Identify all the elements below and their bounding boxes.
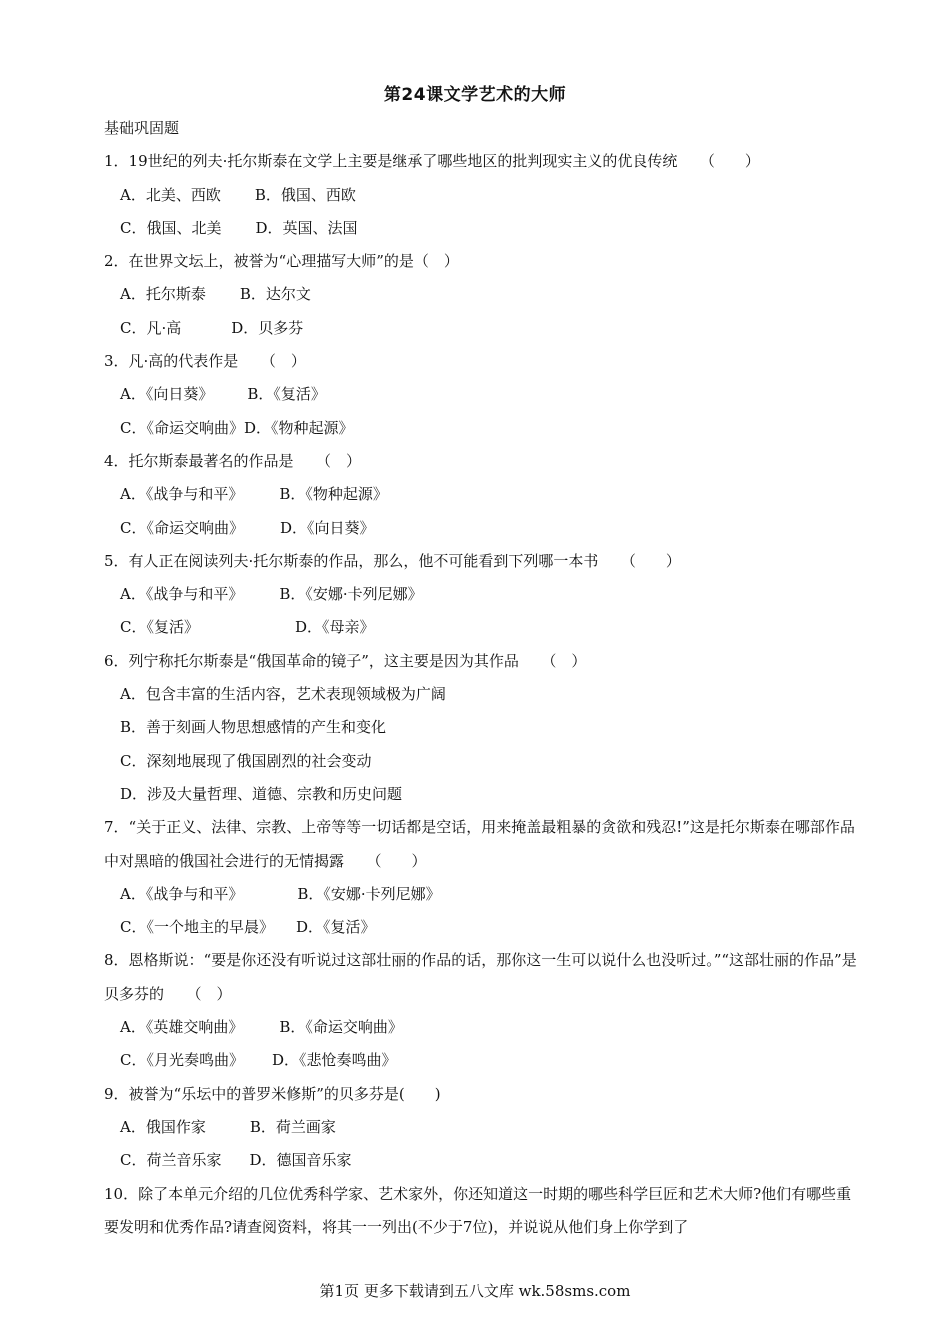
question-stem: 4．托尔斯泰最著名的作品是 （ ）: [104, 451, 362, 470]
option: A．托尔斯泰: [120, 285, 206, 304]
question-stem: 1．19世纪的列夫·托尔斯泰在文学上主要是继承了哪些地区的批判现实主义的优良传统 （ ）: [104, 152, 760, 171]
option: D．《向日葵》: [279, 518, 375, 537]
option: C．《复活》: [120, 618, 199, 637]
option: A．包含丰富的生活内容，艺术表现领域极为广阔: [120, 685, 446, 704]
option: A．《战争与和平》: [120, 585, 244, 604]
question-stem: 8．恩格斯说：“要是你还没有听说过这部壮丽的作品的话，那你这一生可以说什么也没听过。”“这部壮丽的作品”是贝多芬的 （ ）: [104, 951, 857, 1003]
option: C．俄国、北美: [120, 218, 222, 237]
option-row: [104, 278, 864, 311]
option: B．荷兰画家: [249, 1117, 336, 1136]
option-row: [104, 878, 864, 911]
option-row: [104, 711, 864, 744]
option: D．贝多芬: [231, 318, 304, 337]
option-row: [104, 412, 864, 445]
option: D．英国、法国: [255, 218, 358, 237]
option: A．《英雄交响曲》: [120, 1018, 244, 1037]
option-row: [104, 578, 864, 611]
option-row: [104, 1111, 864, 1144]
option-row: [104, 678, 864, 711]
page-title: 第24课文学艺术的大师: [383, 85, 567, 105]
question-stem: 3．凡·高的代表作是 （ ）: [104, 352, 306, 371]
option: A．俄国作家: [120, 1117, 206, 1136]
option-row: [104, 512, 864, 545]
question-stem: 2．在世界文坛上，被誉为“心理描写大师”的是（ ）: [104, 252, 459, 271]
option-row: [104, 611, 864, 644]
option: B．《安娜·卡列尼娜》: [297, 884, 441, 903]
option: C．凡·高: [120, 318, 182, 337]
option-row: [104, 745, 864, 778]
option-row: [104, 312, 864, 345]
option-row: [104, 212, 864, 245]
option: C．深刻地展现了俄国剧烈的社会变动: [120, 751, 372, 770]
option: C．《一个地主的早晨》: [120, 918, 274, 937]
option-row: [104, 1144, 864, 1177]
option: B．《复活》: [247, 385, 326, 404]
option: D．《母亲》: [294, 618, 375, 637]
option: B．达尔文: [239, 285, 311, 304]
option: C．《命运交响曲》: [120, 518, 244, 537]
option-row: [104, 911, 864, 944]
option: C．荷兰音乐家: [120, 1151, 222, 1170]
option: C．《月光奏鸣曲》: [120, 1051, 244, 1070]
question-stem: 9．被誉为“乐坛中的普罗米修斯”的贝多芬是( ): [104, 1084, 441, 1103]
page-footer: 第1页 更多下载请到五八文库 wk.58sms.com: [319, 1282, 631, 1300]
option: B．《物种起源》: [279, 485, 388, 504]
option: D．《悲怆奏鸣曲》: [271, 1051, 397, 1070]
option: A．北美、西欧: [120, 185, 221, 204]
option-row: [104, 778, 864, 811]
option-row: [104, 1044, 864, 1077]
section-heading: 基础巩固题: [104, 119, 180, 137]
option: B．俄国、西欧: [254, 185, 356, 204]
option: A．《向日葵》: [120, 385, 214, 404]
option: B．《命运交响曲》: [279, 1018, 403, 1037]
option: D．涉及大量哲理、道德、宗教和历史问题: [120, 784, 403, 803]
option: B．善于刻画人物思想感情的产生和变化: [120, 718, 387, 737]
option: C．《命运交响曲》D．《物种起源》: [120, 418, 354, 437]
option: B．《安娜·卡列尼娜》: [279, 585, 423, 604]
option-row: [104, 478, 864, 511]
option: D．德国音乐家: [249, 1151, 352, 1170]
option: A．《战争与和平》: [120, 884, 244, 903]
question-list: [104, 112, 864, 1244]
question-stem: 6．列宁称托尔斯泰是“俄国革命的镜子”，这主要是因为其作品 （ ）: [104, 651, 587, 670]
option-row: [104, 1011, 864, 1044]
option: A．《战争与和平》: [120, 485, 244, 504]
option: D．《复活》: [295, 918, 376, 937]
option-row: [104, 378, 864, 411]
question-stem: 5．有人正在阅读列夫·托尔斯泰的作品，那么，他不可能看到下列哪一本书 （ ）: [104, 551, 681, 570]
question-stem: 7．“关于正义、法律、宗教、上帝等等一切话都是空话，用来掩盖最粗暴的贪欲和残忍!”这是托尔斯泰在哪部作品中对黑暗的俄国社会进行的无情揭露 （ ）: [104, 818, 855, 870]
option-row: [104, 179, 864, 212]
question-stem: 10．除了本单元介绍的几位优秀科学家、艺术家外，你还知道这一时期的哪些科学巨匠和艺术大师?他们有哪些重要发明和优秀作品?请查阅资料，将其一一列出(不少于7位)，并说说从他们身上你学到了: [104, 1184, 852, 1236]
